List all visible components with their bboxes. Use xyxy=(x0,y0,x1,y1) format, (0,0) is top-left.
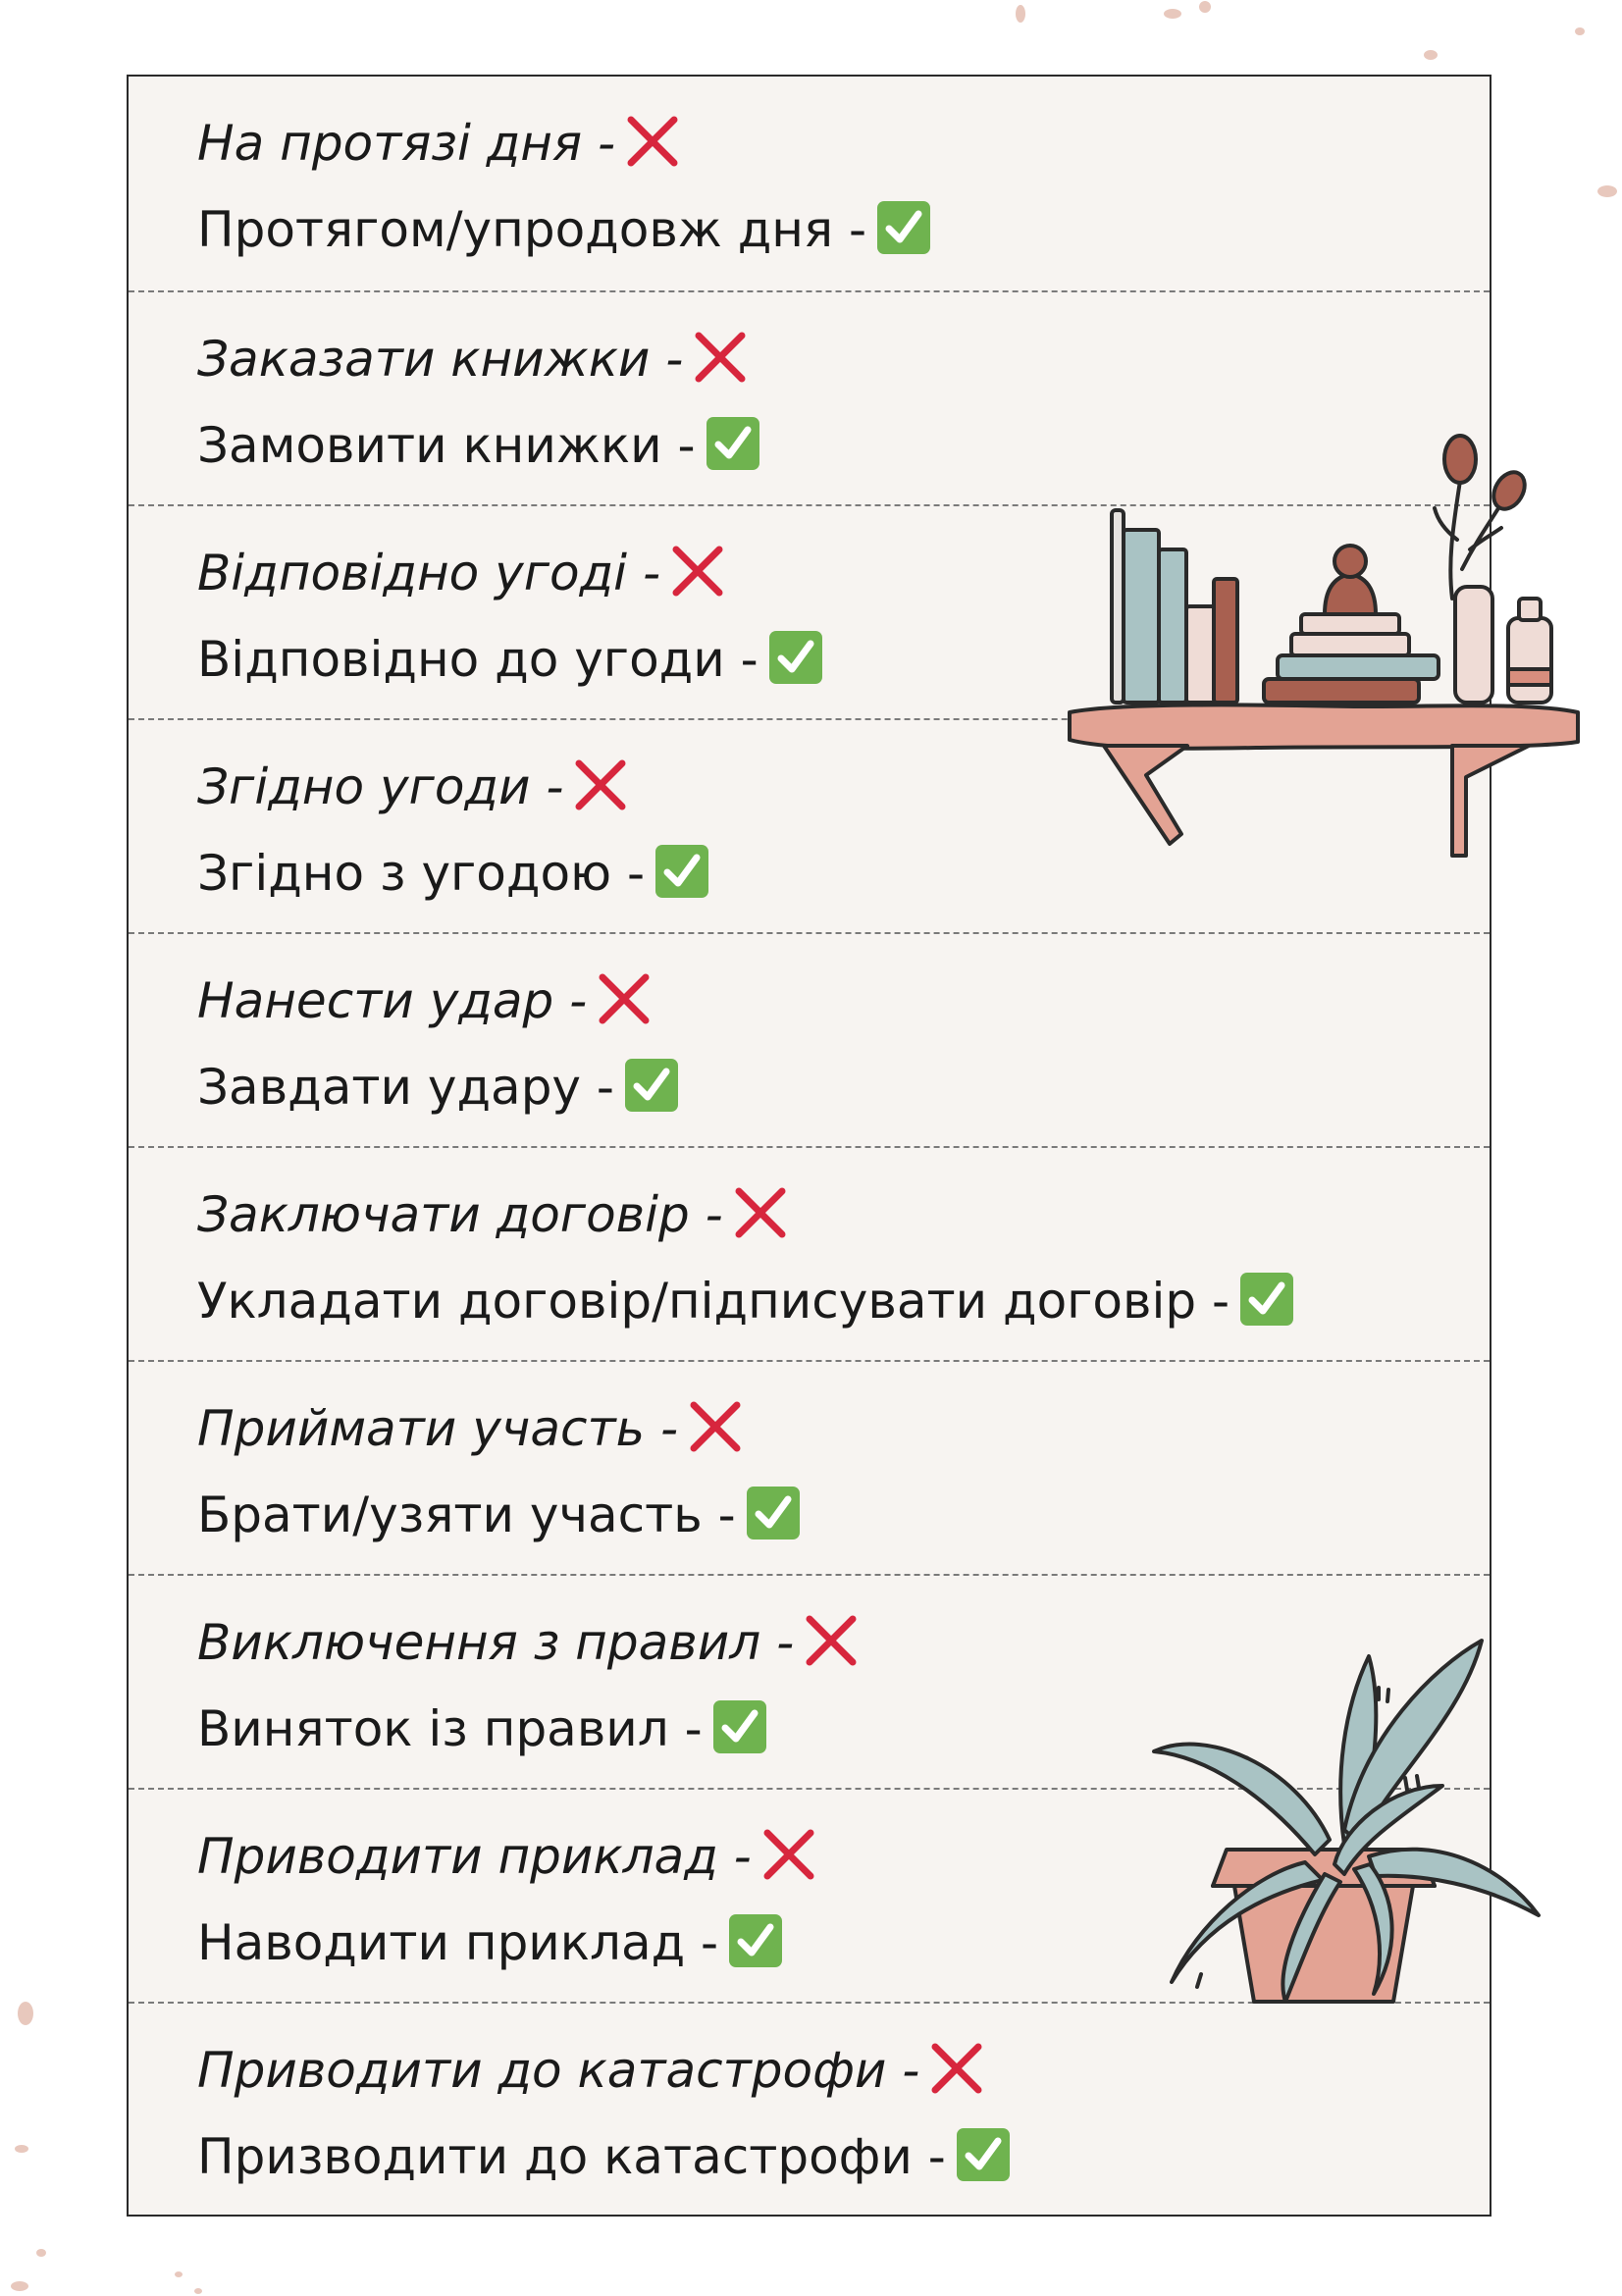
cross-mark-icon xyxy=(573,757,628,812)
phrase-text: Брати/узяти участь - xyxy=(197,1487,736,1543)
bookshelf-illustration xyxy=(1060,412,1590,873)
phrase-text: Призводити до катастрофи - xyxy=(197,2128,946,2185)
check-mark-icon xyxy=(728,1913,783,1968)
check-mark-icon xyxy=(654,844,709,899)
correct-phrase xyxy=(197,416,760,475)
incorrect-phrase xyxy=(197,971,652,1030)
check-mark-icon xyxy=(624,1058,679,1113)
phrase-text: Заключати договір - xyxy=(197,1186,723,1243)
cross-mark-icon xyxy=(625,114,680,169)
check-mark-icon xyxy=(956,2127,1011,2182)
correct-phrase xyxy=(197,1913,783,1972)
incorrect-phrase xyxy=(197,114,680,173)
cross-mark-icon xyxy=(688,1399,743,1454)
incorrect-phrase xyxy=(197,1399,743,1458)
incorrect-phrase xyxy=(197,330,748,389)
phrase-text: Укладати договір/підписувати договір - xyxy=(197,1273,1230,1330)
cross-mark-icon xyxy=(804,1613,859,1668)
check-mark-icon xyxy=(876,200,931,255)
potted-plant-illustration xyxy=(1148,1629,1541,2021)
incorrect-phrase xyxy=(197,544,725,602)
list-item xyxy=(129,1146,1490,1360)
correct-phrase xyxy=(197,630,823,689)
phrase-text: Нанести удар - xyxy=(197,972,588,1029)
cross-mark-icon xyxy=(733,1185,788,1240)
phrase-text: Згідно угоди - xyxy=(197,758,564,815)
incorrect-phrase xyxy=(197,1827,816,1886)
list-item xyxy=(129,2002,1490,2216)
phrase-text: Протягом/упродовж дня - xyxy=(197,201,867,258)
phrase-text: Приводити до катастрофи - xyxy=(197,2042,920,2099)
correct-phrase xyxy=(197,2127,1011,2186)
phrase-text: Завдати удару - xyxy=(197,1059,614,1116)
incorrect-phrase xyxy=(197,2041,984,2100)
phrase-text: Приводити приклад - xyxy=(197,1828,752,1885)
cross-mark-icon xyxy=(597,971,652,1026)
cross-mark-icon xyxy=(693,330,748,385)
incorrect-phrase xyxy=(197,1613,859,1672)
phrase-text: Приймати участь - xyxy=(197,1400,678,1457)
phrase-text: Відповідно до угоди - xyxy=(197,631,759,688)
incorrect-phrase xyxy=(197,757,628,816)
list-item xyxy=(129,932,1490,1146)
correct-phrase xyxy=(197,1486,801,1544)
phrase-text: Згідно з угодою - xyxy=(197,845,646,902)
correct-phrase xyxy=(197,1058,679,1117)
incorrect-phrase xyxy=(197,1185,788,1244)
phrase-text: Наводити приклад - xyxy=(197,1914,719,1971)
cross-mark-icon xyxy=(670,544,725,599)
list-item xyxy=(129,1360,1490,1574)
cross-mark-icon xyxy=(761,1827,816,1882)
cross-mark-icon xyxy=(929,2041,984,2096)
phrase-text: Виняток із правил - xyxy=(197,1700,703,1757)
correct-phrase xyxy=(197,1699,767,1758)
list-item xyxy=(129,77,1490,290)
check-mark-icon xyxy=(746,1486,801,1540)
phrase-text: Виключення з правил - xyxy=(197,1614,795,1671)
phrase-text: Замовити книжки - xyxy=(197,417,696,474)
check-mark-icon xyxy=(768,630,823,685)
correct-phrase xyxy=(197,200,931,259)
phrase-text: Заказати книжки - xyxy=(197,331,684,388)
phrase-text: На протязі дня - xyxy=(197,115,616,172)
check-mark-icon xyxy=(1239,1272,1294,1327)
correct-phrase xyxy=(197,1272,1294,1331)
check-mark-icon xyxy=(706,416,760,471)
check-mark-icon xyxy=(712,1699,767,1754)
correct-phrase xyxy=(197,844,709,903)
phrase-text: Відповідно угоді - xyxy=(197,545,660,601)
